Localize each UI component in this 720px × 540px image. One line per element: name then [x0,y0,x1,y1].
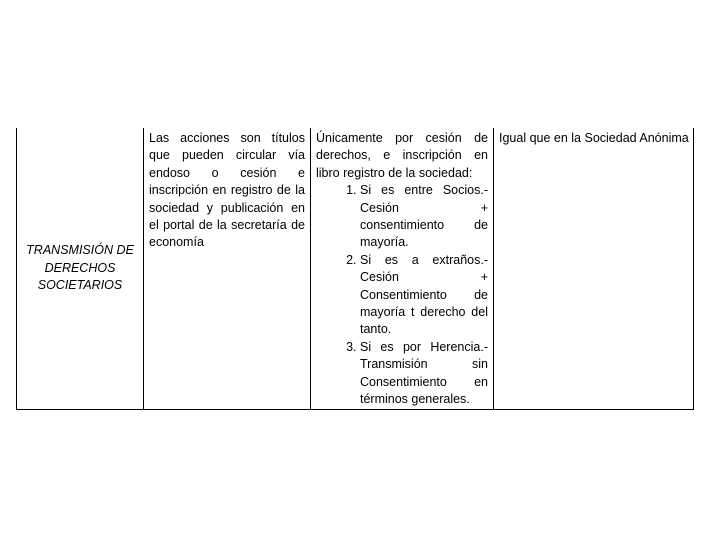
row-label-text: TRANSMISIÓN DE DERECHOS SOCIETARIOS [26,243,134,293]
comparison-table [16,128,694,410]
list-item: 2. Si es a extraños.- Cesión + Consentimiento de mayoría t derecho del tanto. [360,252,488,339]
row-label-cell [17,128,144,410]
acciones-cell [144,128,311,410]
acciones-text: Las acciones son títulos que pueden circular vía endoso o cesión e inscripción en registro de la sociedad y publicación en el portal de la secretaría de economía [149,131,305,250]
comparison-cell [494,128,694,410]
list-item: 1. Si es entre Socios.- Cesión + consentimiento de mayoría. [360,182,488,252]
list-item: 3. Si es por Herencia.- Transmisión sin Consentimiento en términos generales. [360,339,488,409]
transmission-modes-list [316,182,488,408]
cesion-intro-text: Únicamente por cesión de derechos, e inscripción en libro registro de la sociedad: [316,131,488,180]
comparison-text: Igual que en la Sociedad Anónima [499,131,689,145]
table-row [17,128,694,410]
cesion-cell [311,128,494,410]
